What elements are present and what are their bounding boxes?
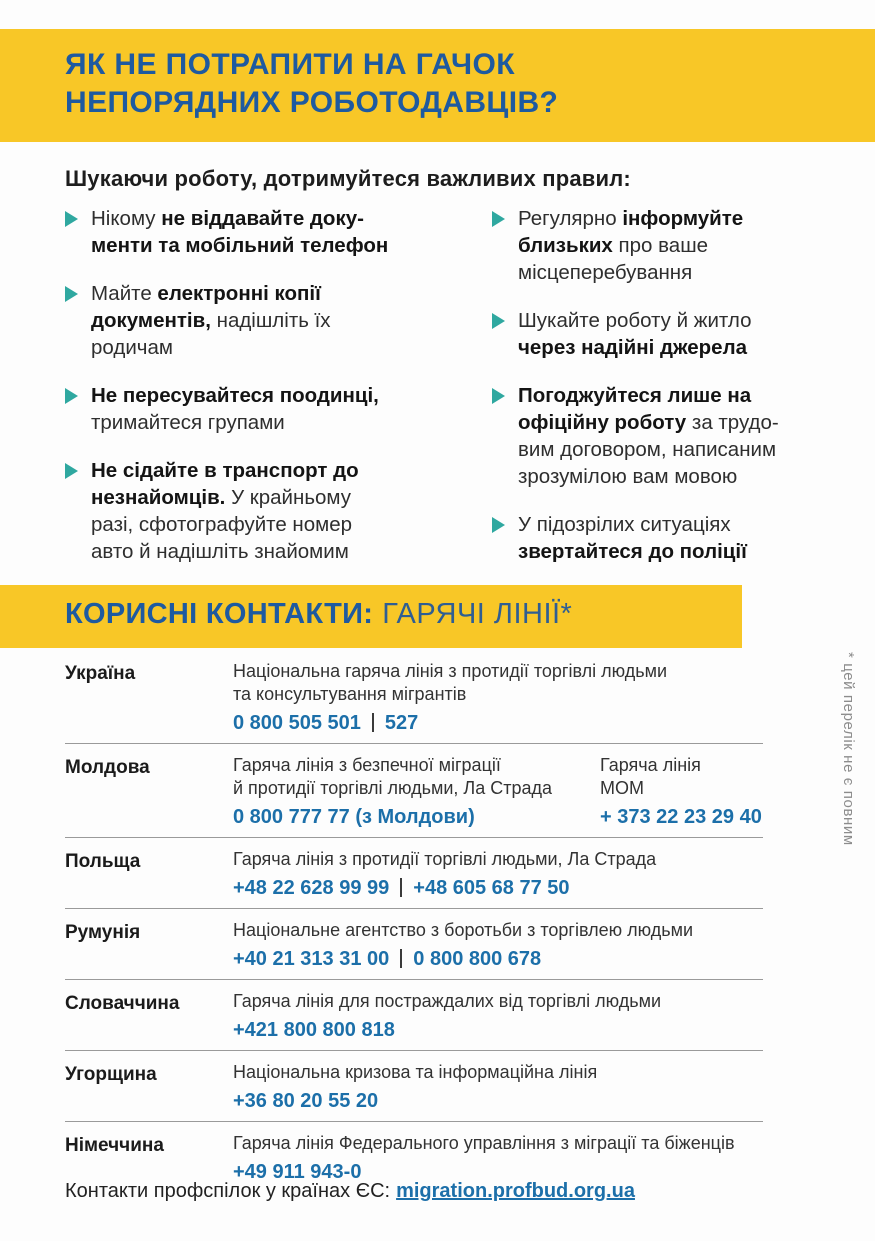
phone-number: 0 800 777 77 (з Молдови) [233, 806, 475, 828]
phone-number: +36 80 20 55 20 [233, 1090, 379, 1112]
phone-numbers [600, 803, 763, 831]
page-title-line1: ЯК НЕ ПОТРАПИТИ НА ГАЧОК [65, 48, 515, 81]
triangle-bullet-icon [492, 517, 505, 533]
contact-cell [600, 754, 763, 831]
contact-country: Словаччина [65, 993, 180, 1014]
phone-number: 0 800 800 678 [413, 948, 542, 970]
rule-text: Нікому не віддавайте доку- менти та мобільний телефон [91, 207, 389, 257]
phone-numbers [233, 945, 763, 973]
rules-column-left [65, 205, 465, 586]
contacts-section-header [0, 585, 742, 648]
contact-row [65, 1051, 763, 1122]
phone-numbers [233, 1087, 763, 1115]
footer [65, 1180, 635, 1203]
footer-link[interactable]: migration.profbud.org.ua [396, 1180, 635, 1202]
hotline-description: Гаряча лінія з безпечної міграції й протидії торгівлі людьми, Ла Страда [233, 755, 553, 798]
phone-numbers [233, 803, 600, 831]
phone-number: 0 800 505 501 [233, 712, 361, 734]
hotline-description: Гаряча лінія Федерального управління з міграції та біженців [233, 1133, 735, 1153]
contact-row [65, 650, 763, 744]
contact-country: Румунія [65, 922, 141, 943]
phone-separator-icon [400, 949, 402, 968]
contact-cell [233, 1132, 763, 1186]
triangle-bullet-icon [65, 286, 78, 302]
contact-country: Україна [65, 663, 136, 684]
contact-cell [233, 919, 763, 973]
footnote-vertical: * цей перелік не є повним [840, 652, 857, 846]
rule-item [65, 205, 445, 259]
contact-cells [233, 1132, 763, 1186]
hotline-description: Гаряча лінія з протидії торгівлі людьми, Ла Страда [233, 849, 657, 869]
phone-separator-icon [400, 878, 402, 897]
rule-text: Не сідайте в транспорт до незнайомців. У крайньому разі, сфотографуйте номер авто й надішліть знайомим [91, 459, 359, 563]
rules-subtitle: Шукаючи роботу, дотримуйтеся важливих правил: [65, 166, 631, 191]
rule-text: Регулярно інформуйте близьких про ваше місцеперебування [518, 207, 744, 284]
contact-cells [233, 1061, 763, 1115]
contacts-title-rest: ГАРЯЧІ ЛІНІЇ* [382, 598, 573, 630]
rule-text: Погоджуйтеся лише на офіційну роботу за трудо- вим договором, написаним зрозумілою вам мовою [518, 384, 779, 488]
contact-country: Угорщина [65, 1064, 157, 1085]
rule-text: Шукайте роботу й житло через надійні джерела [518, 309, 752, 359]
contact-cells [233, 990, 763, 1044]
hotline-description: Гаряча лінія МОМ [600, 755, 701, 798]
rule-text: У підозрілих ситуаціях звертайтеся до поліції [518, 513, 747, 563]
contact-cells [233, 754, 763, 831]
rule-text: Не пересувайтеся поодинці, тримайтеся групами [91, 384, 379, 434]
rule-item [65, 457, 445, 565]
hotline-description: Національне агентство з боротьби з торгівлею людьми [233, 920, 694, 940]
page-title [65, 46, 855, 122]
rule-item [65, 382, 445, 436]
contact-cell [233, 1061, 763, 1115]
phone-number: 527 [384, 712, 419, 734]
phone-numbers [233, 709, 763, 737]
rules-section [65, 205, 865, 586]
phone-numbers [233, 1016, 763, 1044]
triangle-bullet-icon [492, 388, 505, 404]
hotline-description: Гаряча лінія для постраждалих від торгівлі людьми [233, 991, 662, 1011]
contact-row [65, 980, 763, 1051]
rule-item [492, 205, 865, 286]
triangle-bullet-icon [65, 463, 78, 479]
phone-numbers [233, 874, 763, 902]
triangle-bullet-icon [492, 211, 505, 227]
rule-item [492, 307, 865, 361]
triangle-bullet-icon [492, 313, 505, 329]
contacts-title-accent: КОРИСНІ КОНТАКТИ: [65, 598, 374, 630]
contacts-table [65, 650, 763, 1192]
rule-item [65, 280, 445, 361]
contact-country: Молдова [65, 757, 150, 778]
contact-cell [233, 848, 763, 902]
contact-row [65, 909, 763, 980]
contact-country: Німеччина [65, 1135, 164, 1156]
page-title-line2: НЕПОРЯДНИХ РОБОТОДАВЦІВ? [65, 86, 559, 119]
triangle-bullet-icon [65, 388, 78, 404]
contact-cell [233, 990, 763, 1044]
contact-cells [233, 919, 763, 973]
phone-number: + 373 22 23 29 40 [600, 806, 762, 828]
contact-cells [233, 660, 763, 737]
hotline-description: Національна кризова та інформаційна лінія [233, 1062, 598, 1082]
contact-row [65, 744, 763, 838]
phone-number: +48 605 68 77 50 [413, 877, 570, 899]
rule-item [492, 511, 865, 565]
contact-cell [233, 754, 600, 831]
contact-row [65, 838, 763, 909]
rule-item [492, 382, 865, 490]
phone-number: +421 800 800 818 [233, 1019, 395, 1041]
phone-separator-icon [372, 713, 374, 732]
contact-cells [233, 848, 763, 902]
hotline-description: Національна гаряча лінія з протидії торгівлі людьми та консультування мігрантів [233, 661, 668, 704]
phone-number: +40 21 313 31 00 [233, 948, 390, 970]
rules-column-right [465, 205, 865, 586]
top-banner [0, 29, 875, 142]
triangle-bullet-icon [65, 211, 78, 227]
footer-text: Контакти профспілок у країнах ЄС: [65, 1180, 391, 1202]
rule-text: Майте електронні копії документів, надішліть їх родичам [91, 282, 331, 359]
phone-number: +48 22 628 99 99 [233, 877, 390, 899]
contact-cell [233, 660, 763, 737]
contact-country: Польща [65, 851, 141, 872]
phone-number: +49 911 943-0 [233, 1161, 362, 1183]
